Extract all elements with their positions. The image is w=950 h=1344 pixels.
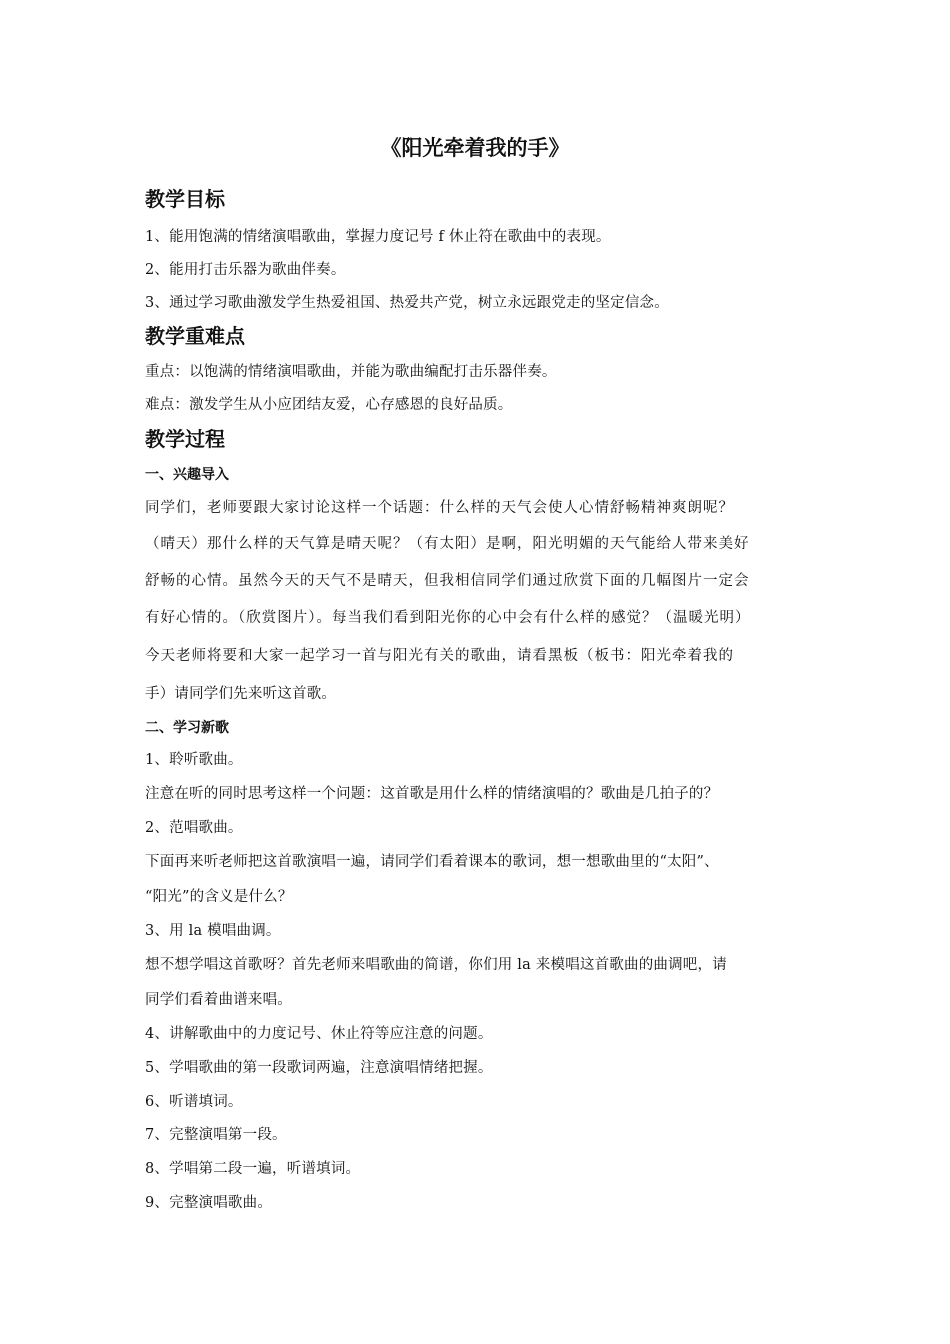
step-line: 5、学唱歌曲的第一段歌词两遍，注意演唱情绪把握。: [145, 1060, 493, 1076]
step-line: 1、聆听歌曲。: [145, 752, 243, 768]
part1-heading: 一、兴趣导入: [145, 467, 229, 483]
step-line: 8、学唱第二段一遍，听谱填词。: [145, 1161, 361, 1177]
step-line: “阳光”的含义是什么？: [145, 889, 293, 905]
difficulty-item: 难点：激发学生从小应团结友爱，心存感恩的良好品质。: [145, 397, 513, 413]
key-point-item: 重点：以饱满的情绪演唱歌曲，并能为歌曲编配打击乐器伴奏。: [145, 364, 557, 380]
objective-item: 2、能用打击乐器为歌曲伴奏。: [145, 262, 346, 278]
paragraph-line: 舒畅的心情。虽然今天的天气不是晴天，但我相信同学们通过欣赏下面的几幅图片一定会: [145, 573, 750, 589]
paragraph-line: 有好心情的。（欣赏图片）。每当我们看到阳光你的心中会有什么样的感觉？（温暖光明）: [145, 610, 751, 626]
step-line: 2、范唱歌曲。: [145, 820, 243, 836]
step-line: 注意在听的同时思考这样一个问题：这首歌是用什么样的情绪演唱的？歌曲是几拍子的？: [145, 786, 719, 802]
paragraph-line: 手）请同学们先来听这首歌。: [145, 686, 337, 702]
step-line: 6、听谱填词。: [145, 1094, 243, 1110]
step-line: 想不想学唱这首歌呀？首先老师来唱歌曲的简谱，你们用 la 来模唱这首歌曲的曲调吧，请: [145, 957, 727, 973]
step-line: 4、讲解歌曲中的力度记号、休止符等应注意的问题。: [145, 1026, 493, 1042]
process-heading: 教学过程: [145, 427, 225, 451]
step-line: 9、完整演唱歌曲。: [145, 1195, 273, 1211]
objective-item: 1、能用饱满的情绪演唱歌曲，掌握力度记号 f 休止符在歌曲中的表现。: [145, 229, 611, 245]
step-line: 同学们看着曲谱来唱。: [145, 992, 292, 1008]
paragraph-line: （晴天）那什么样的天气算是晴天呢？（有太阳）是啊，阳光明媚的天气能给人带来美好: [145, 536, 750, 552]
step-line: 3、用 la 模唱曲调。: [145, 923, 281, 939]
objectives-heading: 教学目标: [145, 187, 225, 211]
step-line: 7、完整演唱第一段。: [145, 1127, 287, 1143]
paragraph-line: 同学们，老师要跟大家讨论这样一个话题：什么样的天气会使人心情舒畅精神爽朗呢？: [145, 500, 734, 516]
objective-item: 3、通过学习歌曲激发学生热爱祖国、热爱共产党，树立永远跟党走的坚定信念。: [145, 295, 669, 311]
paragraph-line: 今天老师将要和大家一起学习一首与阳光有关的歌曲，请看黑板（板书：阳光牵着我的: [145, 648, 734, 664]
key-points-heading: 教学重难点: [145, 324, 245, 348]
step-line: 下面再来听老师把这首歌演唱一遍，请同学们看着课本的歌词，想一想歌曲里的“太阳”、: [145, 854, 719, 870]
document-title: 《阳光牵着我的手》: [380, 136, 570, 160]
part2-heading: 二、学习新歌: [145, 720, 229, 736]
